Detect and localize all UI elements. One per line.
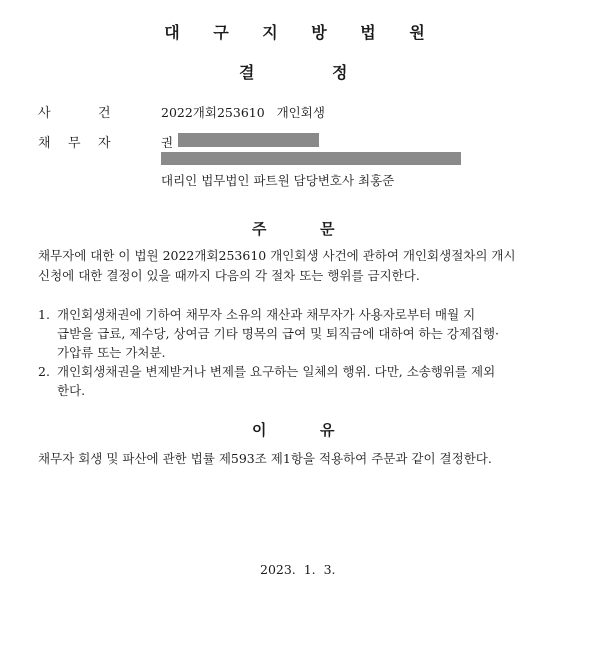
decision-date: 2023. 1. 3. (260, 562, 336, 577)
case-number: 2022개회253610 개인회생 (161, 105, 325, 120)
case-label-char: 사 (38, 106, 51, 121)
order-item-number: 2. (38, 364, 50, 379)
debtor-label-char: 무 (68, 136, 81, 151)
order-item-number: 1. (38, 307, 50, 322)
reason-text: 채무자 회생 및 파산에 관한 법률 제593조 제1항을 적용하여 주문과 같이 결정한다. (38, 451, 492, 466)
order-item-line: 가압류 또는 가처분. (57, 345, 166, 360)
reason-heading-char: 이 (252, 421, 267, 439)
debtor-label-char: 자 (98, 136, 111, 151)
reason-heading-char: 유 (320, 421, 335, 439)
order-item-line: 급받을 급료, 제수당, 상여금 기타 명목의 급여 및 퇴직금에 대하여 하는 강제집행· (57, 326, 500, 341)
document-type-char: 정 (332, 63, 348, 82)
redacted-debtor-name (178, 133, 319, 147)
document-type-char: 결 (239, 63, 255, 82)
debtor-name-prefix: 권 (161, 135, 174, 150)
order-intro-line: 채무자에 대한 이 법원 2022개회253610 개인회생 사건에 관하여 개인회생절차의 개시 (38, 248, 516, 263)
debtor-label-char: 채 (38, 136, 51, 151)
order-item-line: 개인회생채권에 기하여 채무자 소유의 재산과 채무자가 사용자로부터 매월 지 (57, 307, 476, 322)
legal-agent: 대리인 법무법인 파트원 담당변호사 최홍준 (161, 173, 395, 188)
order-item-line: 한다. (57, 383, 86, 398)
order-intro-line: 신청에 대한 결정이 있을 때까지 다음의 각 절차 또는 행위를 금지한다. (38, 268, 420, 283)
case-label-char: 건 (98, 106, 111, 121)
court-title: 대 구 지 방 법 원 (164, 23, 439, 42)
order-heading-char: 주 (252, 220, 267, 238)
order-item-line: 개인회생채권을 변제받거나 변제를 요구하는 일체의 행위. 다만, 소송행위를 제외 (57, 364, 496, 379)
order-heading-char: 문 (320, 220, 335, 238)
redacted-debtor-address (161, 152, 461, 165)
